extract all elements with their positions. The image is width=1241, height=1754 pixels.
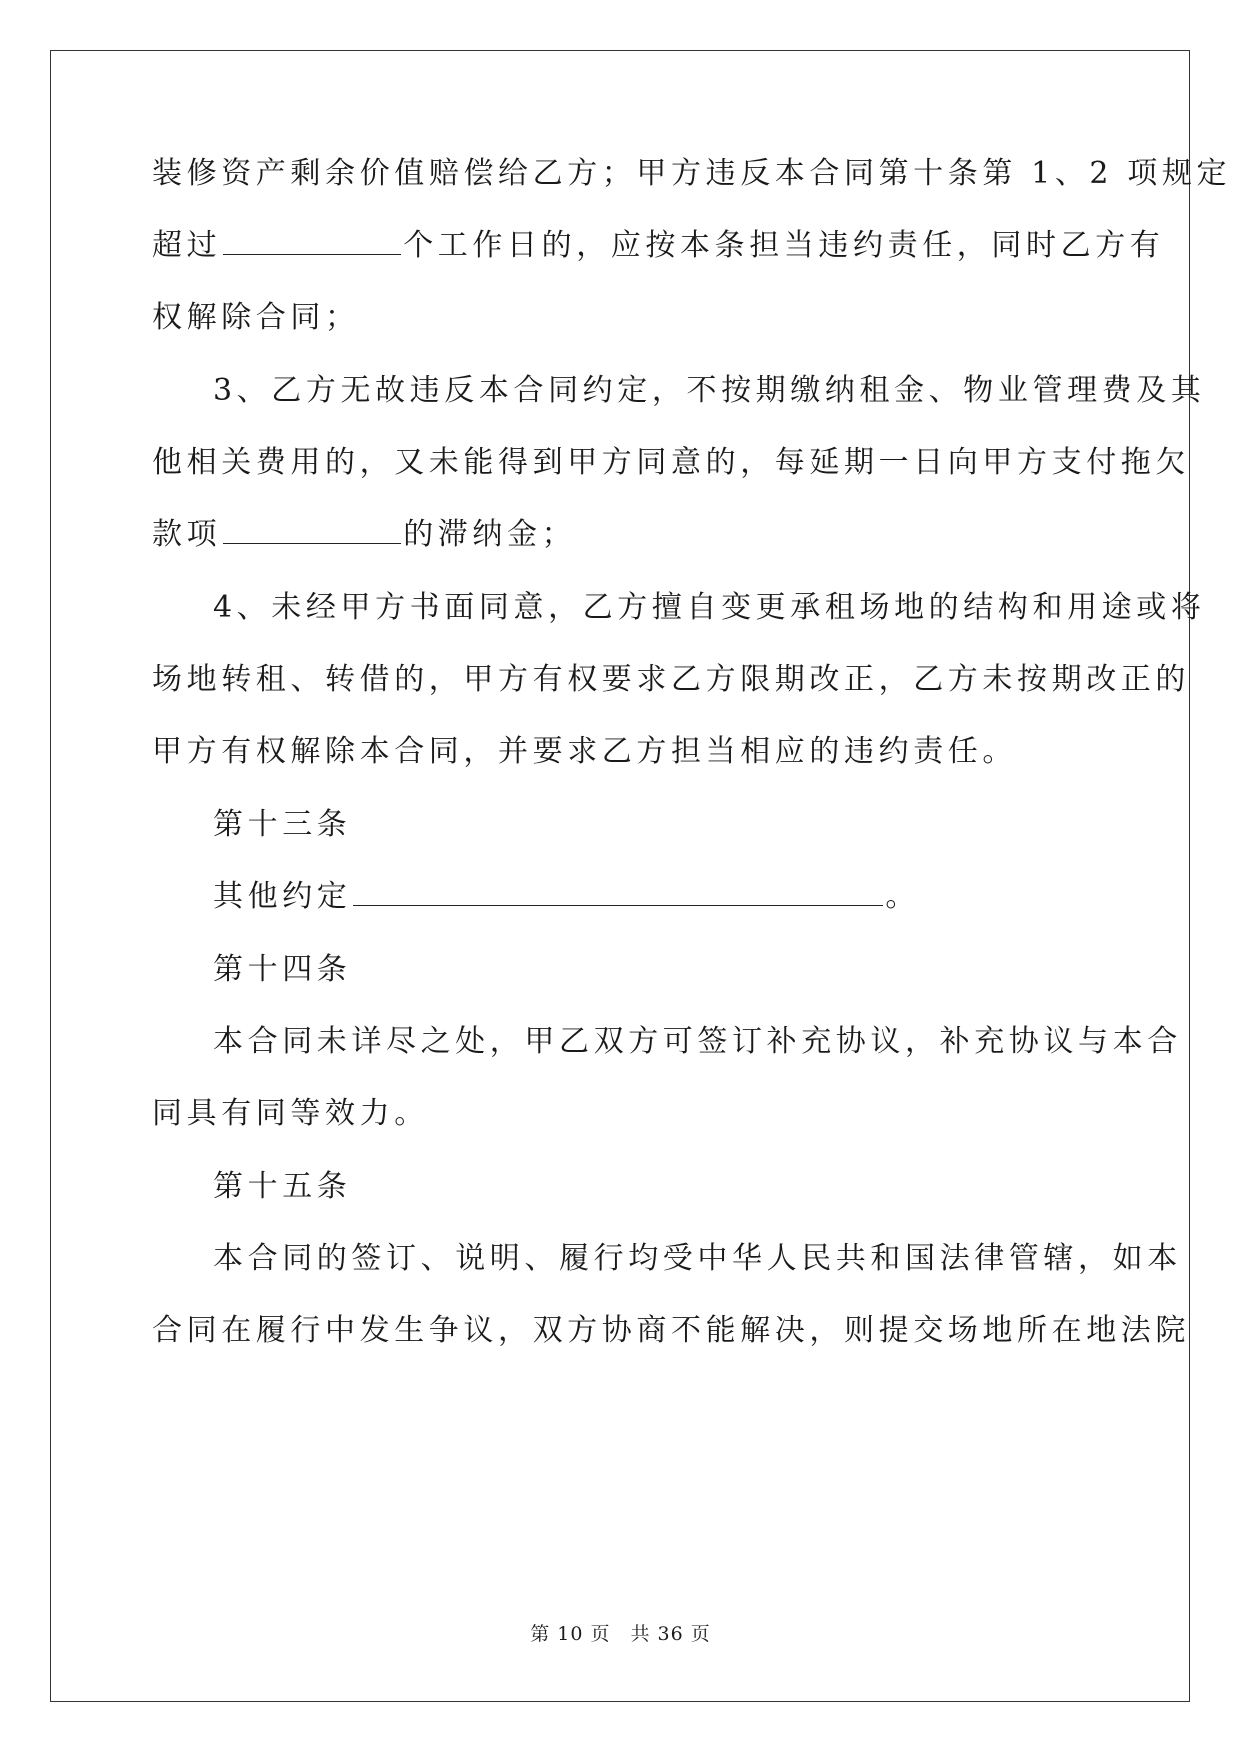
paragraph-line: 场地转租、转借的，甲方有权要求乙方限期改正，乙方未按期改正的 <box>152 662 1190 697</box>
paragraph-line: 合同在履行中发生争议，双方协商不能解决，则提交场地所在地法院 <box>152 1313 1190 1348</box>
page-number: 第 10 页 共 36 页 <box>530 1623 711 1645</box>
fill-in-blank[interactable] <box>223 226 401 255</box>
paragraph-line <box>152 515 576 555</box>
page-footer <box>0 1622 1241 1646</box>
fill-in-blank[interactable] <box>223 515 401 544</box>
paragraph-line: 本合同的签订、说明、履行均受中华人民共和国法律管辖，如本 <box>213 1241 1182 1276</box>
text-fragment: 其他约定 <box>213 879 352 914</box>
text-fragment: 个工作日的，应按本条担当违约责任，同时乙方有 <box>403 228 1165 263</box>
paragraph-line: 装修资产剩余价值赔偿给乙方；甲方违反本合同第十条第 1、2 项规定 <box>152 156 1232 191</box>
article-heading: 第十五条 <box>213 1169 352 1204</box>
text-fragment: 款项 <box>152 517 222 552</box>
paragraph-line: 他相关费用的，又未能得到甲方同意的，每延期一日向甲方支付拖欠 <box>152 445 1190 480</box>
paragraph-line: 权解除合同； <box>152 300 360 335</box>
article-heading: 第十三条 <box>213 807 352 842</box>
text-fragment: 超过 <box>152 228 222 263</box>
paragraph-line <box>213 877 920 917</box>
text-fragment: 。 <box>885 879 921 914</box>
paragraph-line: 本合同未详尽之处，甲乙双方可签订补充协议，补充协议与本合 <box>213 1024 1182 1059</box>
text-fragment: 的滞纳金； <box>403 517 577 552</box>
paragraph-line: 3、乙方无故违反本合同约定，不按期缴纳租金、物业管理费及其 <box>213 373 1206 408</box>
paragraph-line: 甲方有权解除本合同，并要求乙方担当相应的违约责任。 <box>152 734 1017 769</box>
paragraph-line <box>152 226 1164 266</box>
paragraph-line: 同具有同等效力。 <box>152 1096 429 1131</box>
fill-in-blank[interactable] <box>353 877 883 906</box>
article-heading: 第十四条 <box>213 952 352 987</box>
paragraph-line: 4、未经甲方书面同意，乙方擅自变更承租场地的结构和用途或将 <box>213 590 1206 625</box>
